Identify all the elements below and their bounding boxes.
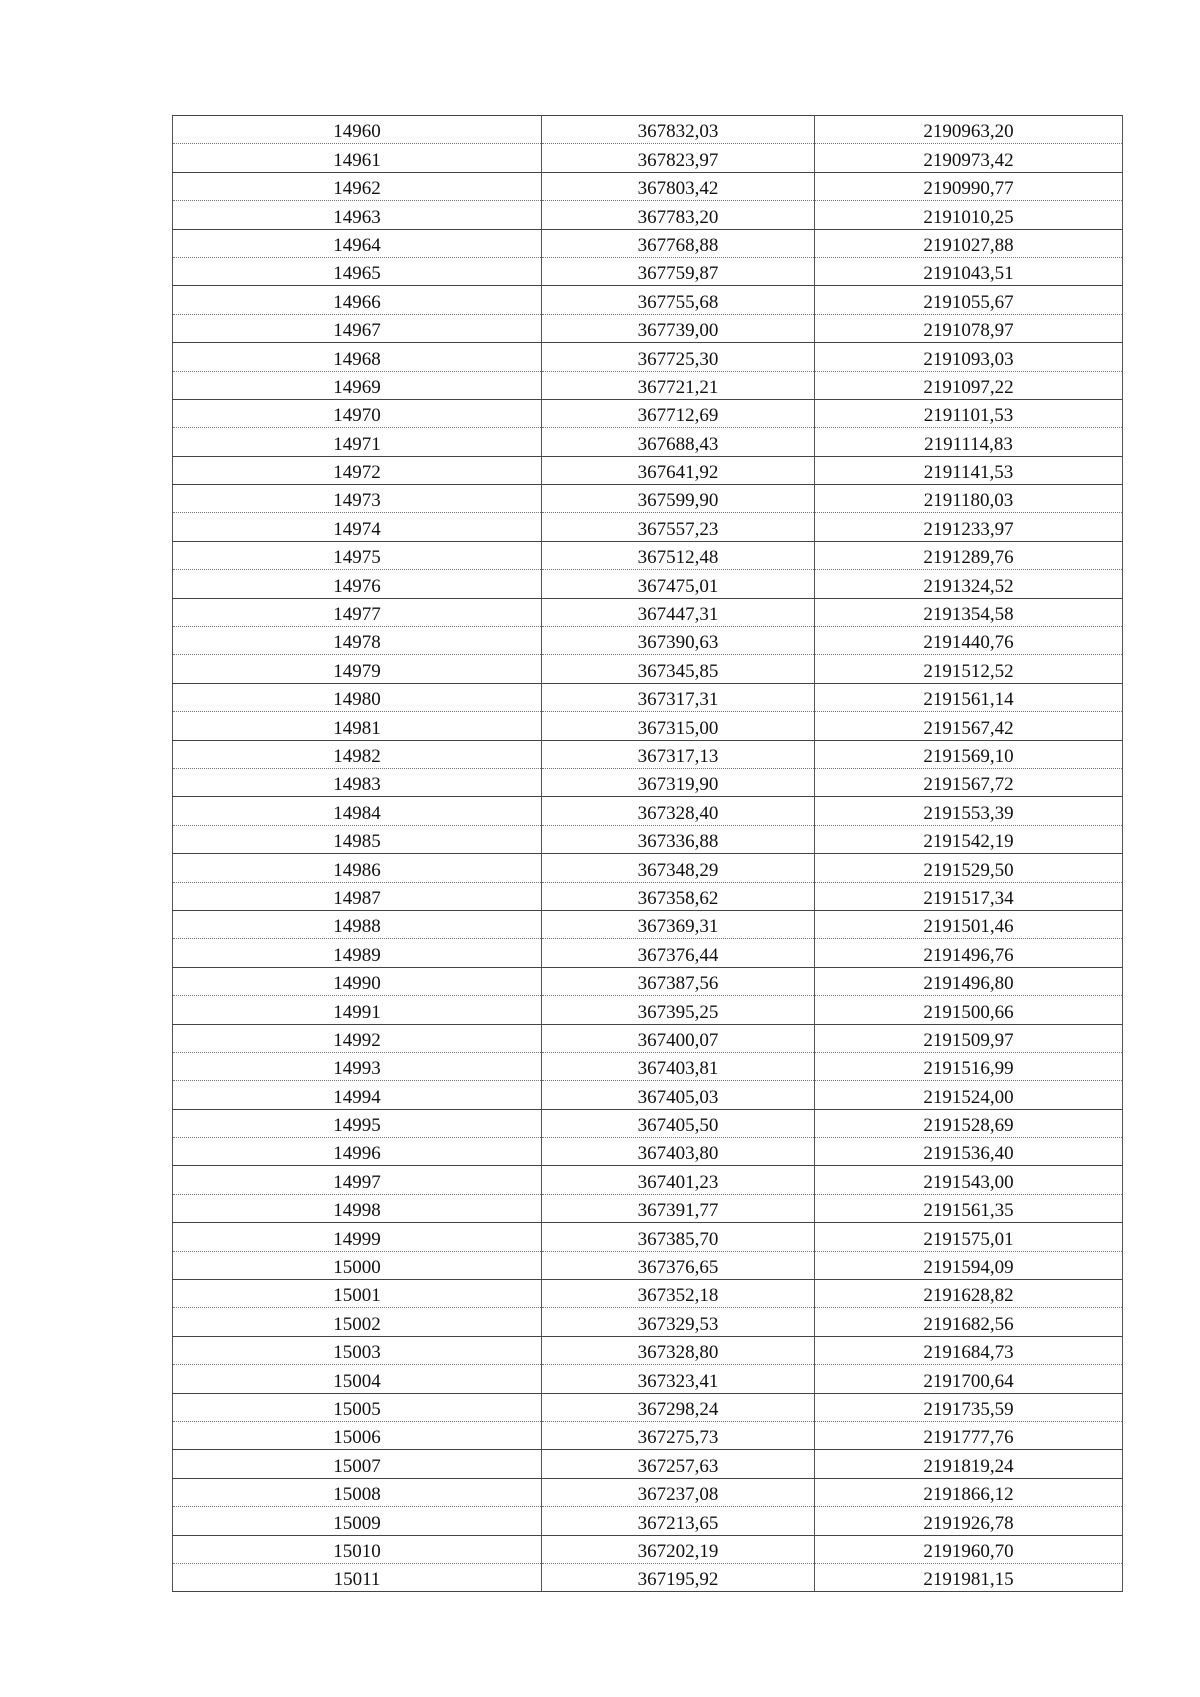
x-coordinate-cell: 367823,97 [542, 144, 815, 172]
point-number-cell: 14986 [173, 854, 542, 882]
y-coordinate-cell: 2191180,03 [815, 485, 1123, 513]
y-coordinate-cell: 2191496,80 [815, 967, 1123, 995]
x-coordinate-cell: 367768,88 [542, 229, 815, 257]
table-row [173, 854, 1123, 882]
x-coordinate-cell: 367345,85 [542, 655, 815, 683]
x-coordinate-cell: 367323,41 [542, 1365, 815, 1393]
x-coordinate-cell: 367783,20 [542, 201, 815, 229]
point-number-cell: 14980 [173, 683, 542, 711]
point-number-cell: 14983 [173, 768, 542, 796]
x-coordinate-cell: 367599,90 [542, 485, 815, 513]
point-number-cell: 14964 [173, 229, 542, 257]
point-number-cell: 14997 [173, 1166, 542, 1194]
y-coordinate-cell: 2191628,82 [815, 1280, 1123, 1308]
y-coordinate-cell: 2191440,76 [815, 627, 1123, 655]
point-number-cell: 14989 [173, 939, 542, 967]
table-row [173, 797, 1123, 825]
point-number-cell: 14985 [173, 825, 542, 853]
y-coordinate-cell: 2191289,76 [815, 541, 1123, 569]
x-coordinate-cell: 367336,88 [542, 825, 815, 853]
table-row [173, 655, 1123, 683]
x-coordinate-cell: 367759,87 [542, 257, 815, 285]
x-coordinate-cell: 367317,13 [542, 740, 815, 768]
x-coordinate-cell: 367348,29 [542, 854, 815, 882]
point-number-cell: 14974 [173, 513, 542, 541]
table-row [173, 1507, 1123, 1535]
x-coordinate-cell: 367213,65 [542, 1507, 815, 1535]
table-row [173, 456, 1123, 484]
y-coordinate-cell: 2191529,50 [815, 854, 1123, 882]
x-coordinate-cell: 367725,30 [542, 343, 815, 371]
y-coordinate-cell: 2191043,51 [815, 257, 1123, 285]
y-coordinate-cell: 2191010,25 [815, 201, 1123, 229]
point-number-cell: 14999 [173, 1223, 542, 1251]
y-coordinate-cell: 2191684,73 [815, 1336, 1123, 1364]
x-coordinate-cell: 367385,70 [542, 1223, 815, 1251]
table-row [173, 1336, 1123, 1364]
x-coordinate-cell: 367298,24 [542, 1393, 815, 1421]
table-row [173, 513, 1123, 541]
x-coordinate-cell: 367641,92 [542, 456, 815, 484]
y-coordinate-cell: 2191528,69 [815, 1109, 1123, 1137]
y-coordinate-cell: 2191114,83 [815, 428, 1123, 456]
x-coordinate-cell: 367803,42 [542, 172, 815, 200]
y-coordinate-cell: 2191700,64 [815, 1365, 1123, 1393]
table-row [173, 882, 1123, 910]
point-number-cell: 15011 [173, 1563, 542, 1591]
point-number-cell: 14967 [173, 314, 542, 342]
y-coordinate-cell: 2191141,53 [815, 456, 1123, 484]
y-coordinate-cell: 2191594,09 [815, 1251, 1123, 1279]
table-row [173, 1535, 1123, 1563]
table-row [173, 541, 1123, 569]
y-coordinate-cell: 2191233,97 [815, 513, 1123, 541]
y-coordinate-cell: 2191501,46 [815, 910, 1123, 938]
x-coordinate-cell: 367403,81 [542, 1052, 815, 1080]
point-number-cell: 14977 [173, 598, 542, 626]
x-coordinate-cell: 367712,69 [542, 399, 815, 427]
x-coordinate-cell: 367688,43 [542, 428, 815, 456]
point-number-cell: 14988 [173, 910, 542, 938]
x-coordinate-cell: 367315,00 [542, 712, 815, 740]
y-coordinate-cell: 2191516,99 [815, 1052, 1123, 1080]
table-row [173, 314, 1123, 342]
point-number-cell: 14971 [173, 428, 542, 456]
point-number-cell: 14995 [173, 1109, 542, 1137]
table-row [173, 1138, 1123, 1166]
point-number-cell: 14990 [173, 967, 542, 995]
table-row [173, 1563, 1123, 1591]
point-number-cell: 15010 [173, 1535, 542, 1563]
point-number-cell: 15008 [173, 1478, 542, 1506]
point-number-cell: 15000 [173, 1251, 542, 1279]
point-number-cell: 15003 [173, 1336, 542, 1364]
x-coordinate-cell: 367512,48 [542, 541, 815, 569]
y-coordinate-cell: 2191567,72 [815, 768, 1123, 796]
table-row [173, 116, 1123, 144]
y-coordinate-cell: 2191500,66 [815, 996, 1123, 1024]
table-row [173, 1421, 1123, 1449]
x-coordinate-cell: 367721,21 [542, 371, 815, 399]
y-coordinate-cell: 2191324,52 [815, 570, 1123, 598]
x-coordinate-cell: 367237,08 [542, 1478, 815, 1506]
table-row [173, 229, 1123, 257]
point-number-cell: 15004 [173, 1365, 542, 1393]
table-row [173, 286, 1123, 314]
x-coordinate-cell: 367390,63 [542, 627, 815, 655]
point-number-cell: 14981 [173, 712, 542, 740]
point-number-cell: 15006 [173, 1421, 542, 1449]
x-coordinate-cell: 367195,92 [542, 1563, 815, 1591]
point-number-cell: 14994 [173, 1081, 542, 1109]
x-coordinate-cell: 367319,90 [542, 768, 815, 796]
y-coordinate-cell: 2191575,01 [815, 1223, 1123, 1251]
x-coordinate-cell: 367403,80 [542, 1138, 815, 1166]
table-row [173, 1223, 1123, 1251]
point-number-cell: 15005 [173, 1393, 542, 1421]
point-number-cell: 14972 [173, 456, 542, 484]
point-number-cell: 14965 [173, 257, 542, 285]
table-row [173, 371, 1123, 399]
y-coordinate-cell: 2191509,97 [815, 1024, 1123, 1052]
point-number-cell: 14960 [173, 116, 542, 144]
x-coordinate-cell: 367376,44 [542, 939, 815, 967]
point-number-cell: 14982 [173, 740, 542, 768]
table-row [173, 257, 1123, 285]
x-coordinate-cell: 367317,31 [542, 683, 815, 711]
point-number-cell: 14970 [173, 399, 542, 427]
table-row [173, 768, 1123, 796]
y-coordinate-cell: 2191097,22 [815, 371, 1123, 399]
table-row [173, 939, 1123, 967]
x-coordinate-cell: 367391,77 [542, 1194, 815, 1222]
x-coordinate-cell: 367376,65 [542, 1251, 815, 1279]
y-coordinate-cell: 2191561,14 [815, 683, 1123, 711]
point-number-cell: 14975 [173, 541, 542, 569]
table-row [173, 712, 1123, 740]
x-coordinate-cell: 367202,19 [542, 1535, 815, 1563]
table-row [173, 598, 1123, 626]
y-coordinate-cell: 2191524,00 [815, 1081, 1123, 1109]
point-number-cell: 14961 [173, 144, 542, 172]
x-coordinate-cell: 367358,62 [542, 882, 815, 910]
point-number-cell: 14991 [173, 996, 542, 1024]
y-coordinate-cell: 2191866,12 [815, 1478, 1123, 1506]
table-row [173, 201, 1123, 229]
table-row [173, 1280, 1123, 1308]
table-row [173, 570, 1123, 598]
x-coordinate-cell: 367328,80 [542, 1336, 815, 1364]
x-coordinate-cell: 367257,63 [542, 1450, 815, 1478]
x-coordinate-cell: 367387,56 [542, 967, 815, 995]
table-row [173, 1166, 1123, 1194]
x-coordinate-cell: 367352,18 [542, 1280, 815, 1308]
y-coordinate-cell: 2191512,52 [815, 655, 1123, 683]
coordinates-table [172, 115, 1123, 1592]
x-coordinate-cell: 367405,03 [542, 1081, 815, 1109]
table-row [173, 1052, 1123, 1080]
table-row [173, 1393, 1123, 1421]
x-coordinate-cell: 367755,68 [542, 286, 815, 314]
table-row [173, 740, 1123, 768]
y-coordinate-cell: 2191027,88 [815, 229, 1123, 257]
table-row [173, 1109, 1123, 1137]
point-number-cell: 15002 [173, 1308, 542, 1336]
y-coordinate-cell: 2191496,76 [815, 939, 1123, 967]
y-coordinate-cell: 2191517,34 [815, 882, 1123, 910]
table-row [173, 172, 1123, 200]
y-coordinate-cell: 2191354,58 [815, 598, 1123, 626]
table-row [173, 1024, 1123, 1052]
y-coordinate-cell: 2190990,77 [815, 172, 1123, 200]
x-coordinate-cell: 367447,31 [542, 598, 815, 626]
point-number-cell: 14962 [173, 172, 542, 200]
table-row [173, 967, 1123, 995]
x-coordinate-cell: 367328,40 [542, 797, 815, 825]
table-row [173, 910, 1123, 938]
y-coordinate-cell: 2191777,76 [815, 1421, 1123, 1449]
table-row [173, 683, 1123, 711]
point-number-cell: 15001 [173, 1280, 542, 1308]
x-coordinate-cell: 367557,23 [542, 513, 815, 541]
point-number-cell: 14966 [173, 286, 542, 314]
y-coordinate-cell: 2190963,20 [815, 116, 1123, 144]
y-coordinate-cell: 2191561,35 [815, 1194, 1123, 1222]
y-coordinate-cell: 2191960,70 [815, 1535, 1123, 1563]
point-number-cell: 15007 [173, 1450, 542, 1478]
table-row [173, 1478, 1123, 1506]
table-row [173, 485, 1123, 513]
x-coordinate-cell: 367395,25 [542, 996, 815, 1024]
y-coordinate-cell: 2191981,15 [815, 1563, 1123, 1591]
y-coordinate-cell: 2191101,53 [815, 399, 1123, 427]
x-coordinate-cell: 367369,31 [542, 910, 815, 938]
x-coordinate-cell: 367739,00 [542, 314, 815, 342]
coordinates-table-body [173, 116, 1123, 1592]
point-number-cell: 14976 [173, 570, 542, 598]
y-coordinate-cell: 2191055,67 [815, 286, 1123, 314]
table-row [173, 825, 1123, 853]
table-row [173, 1365, 1123, 1393]
table-row [173, 343, 1123, 371]
x-coordinate-cell: 367329,53 [542, 1308, 815, 1336]
table-row [173, 1450, 1123, 1478]
table-row [173, 144, 1123, 172]
x-coordinate-cell: 367832,03 [542, 116, 815, 144]
y-coordinate-cell: 2191078,97 [815, 314, 1123, 342]
table-row [173, 996, 1123, 1024]
table-row [173, 399, 1123, 427]
point-number-cell: 14979 [173, 655, 542, 683]
point-number-cell: 14968 [173, 343, 542, 371]
table-row [173, 1251, 1123, 1279]
y-coordinate-cell: 2191569,10 [815, 740, 1123, 768]
point-number-cell: 15009 [173, 1507, 542, 1535]
point-number-cell: 14969 [173, 371, 542, 399]
table-row [173, 627, 1123, 655]
point-number-cell: 14993 [173, 1052, 542, 1080]
table-row [173, 428, 1123, 456]
y-coordinate-cell: 2190973,42 [815, 144, 1123, 172]
table-row [173, 1308, 1123, 1336]
x-coordinate-cell: 367400,07 [542, 1024, 815, 1052]
y-coordinate-cell: 2191682,56 [815, 1308, 1123, 1336]
x-coordinate-cell: 367475,01 [542, 570, 815, 598]
x-coordinate-cell: 367405,50 [542, 1109, 815, 1137]
point-number-cell: 14996 [173, 1138, 542, 1166]
point-number-cell: 14978 [173, 627, 542, 655]
table-row [173, 1194, 1123, 1222]
y-coordinate-cell: 2191093,03 [815, 343, 1123, 371]
y-coordinate-cell: 2191567,42 [815, 712, 1123, 740]
x-coordinate-cell: 367275,73 [542, 1421, 815, 1449]
point-number-cell: 14973 [173, 485, 542, 513]
table-row [173, 1081, 1123, 1109]
y-coordinate-cell: 2191543,00 [815, 1166, 1123, 1194]
y-coordinate-cell: 2191542,19 [815, 825, 1123, 853]
y-coordinate-cell: 2191819,24 [815, 1450, 1123, 1478]
y-coordinate-cell: 2191735,59 [815, 1393, 1123, 1421]
y-coordinate-cell: 2191536,40 [815, 1138, 1123, 1166]
x-coordinate-cell: 367401,23 [542, 1166, 815, 1194]
y-coordinate-cell: 2191926,78 [815, 1507, 1123, 1535]
point-number-cell: 14963 [173, 201, 542, 229]
point-number-cell: 14987 [173, 882, 542, 910]
point-number-cell: 14992 [173, 1024, 542, 1052]
point-number-cell: 14984 [173, 797, 542, 825]
y-coordinate-cell: 2191553,39 [815, 797, 1123, 825]
point-number-cell: 14998 [173, 1194, 542, 1222]
